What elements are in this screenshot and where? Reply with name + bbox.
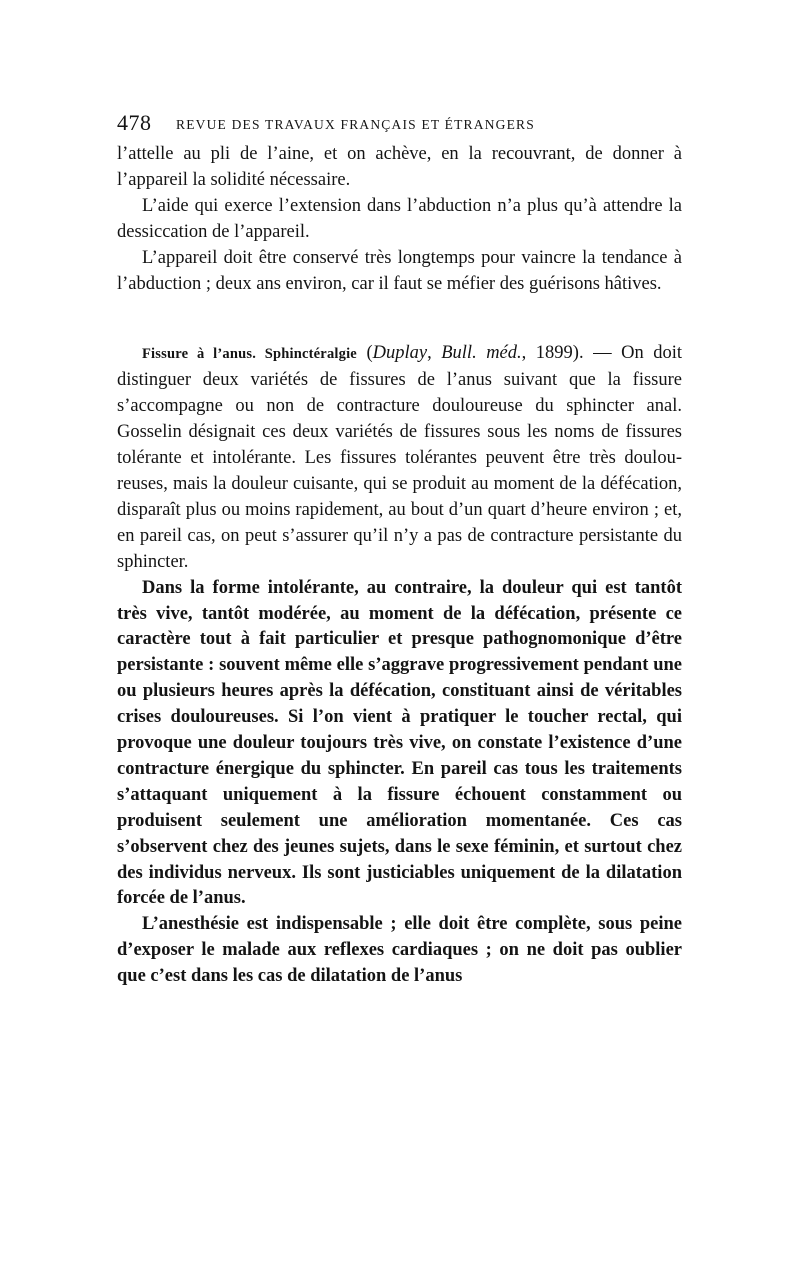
- paragraph-dessiccation: L’aide qui exerce l’extension dans l’abduction n’a plus qu’à attendre la dessiccation de l’appareil.: [117, 195, 682, 242]
- running-head: [117, 110, 682, 138]
- citation-open: (: [356, 343, 373, 364]
- paragraph-anesthesie: L’anesthésie est indispensable ; elle doit être complète, sous peine d’exposer le malade aux reflexes cardiaques ; on ne doit pas oublier que c’est dans les cas de dilatation de l’anus: [117, 914, 682, 987]
- citation-separator: ,: [427, 343, 442, 364]
- paragraph-continued: l’attelle au pli de l’aine, et on achève, en la recouvrant, de donner à l’appareil la solidité nécessaire.: [117, 144, 682, 190]
- section-gap: [117, 297, 682, 341]
- citation-journal: Bull. méd.: [441, 343, 522, 364]
- section-intro-text: — On doit distinguer deux variétés de fissures de l’anus suivant que la fissure s’accompagne ou non de contracture douloureuse du sphincter anal. Gosselin désignait ces deux variétés de fissures sous les noms de fissures tolérante et intolérante. Les fissures tolérantes peuvent être très douloureuses, mais la douleur cuisante, qui se produit au moment de la défécation, disparaît plus ou moins rapidement, au bout d’un quart d’heure environ ; et, en pareil cas, on peut s’assurer qu’il n’y a pas de contracture persistante du sphincter.: [117, 343, 682, 572]
- running-head-title: REVUE DES TRAVAUX FRANÇAIS ET ÉTRANGERS: [176, 117, 535, 132]
- section-intro-paragraph: [117, 341, 682, 575]
- book-page: [117, 110, 682, 990]
- section-title: Fissure à l’anus. Sphinctéralgie: [142, 346, 357, 363]
- citation-author: Duplay: [372, 343, 428, 364]
- citation-close: , 1899).: [521, 343, 584, 364]
- paragraph-conservation: L’appareil doit être conservé très longtemps pour vaincre la tendance à l’abduction ; deux ans environ, car il faut se méfier des guérisons hâtives.: [117, 247, 682, 294]
- paragraph-intolerante: Dans la forme intolérante, au contraire, la douleur qui est tantôt très vive, tantôt modérée, au moment de la défécation, présente ce caractère tout à fait particulier et presque pathognomonique d’être persistante : souvent même elle s’aggrave progressivement pendant une ou plusieurs heures après la défécation, constituant ainsi de véritables crises douloureuses. Si l’on vient à pratiquer le toucher rectal, qui provoque une douleur toujours très vive, on constate l’existence d’une contracture énergique du sphincter. En pareil cas tous les traitements s’attaquant uniquement à la fissure échouent constamment ou produisent seulement une amélioration momentanée. Ces cas s’observent chez des jeunes sujets, dans le sexe féminin, et surtout chez des individus nerveux. Ils sont justiciables uniquement de la dilatation forcée de l’anus.: [117, 577, 682, 909]
- page-number: 478: [117, 110, 152, 135]
